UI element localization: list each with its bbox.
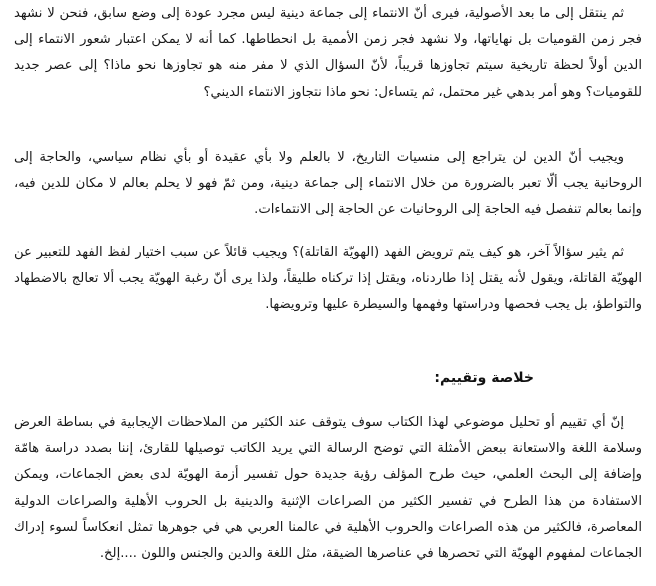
- document-page: [14, 0, 642, 586]
- section-heading-summary: خلاصة وتقييم:: [434, 370, 534, 386]
- paragraph-post-fundamentalism: ثم ينتقل إلى ما بعد الأصولية، فيرى أنّ الانتماء إلى جماعة دينية ليس مجرد عودة إلى وضع سابق، فنحن لا نشهد فجر زمن القوميات بل نهاياتها، ولا نشهد فجر زمن الأممية بل انحطاطها. كما أنه لا يمكن اعتبار شعور الانتماء إلى الدين أولاً لحظة تاريخية سيتم تجاوزها قريباً، لأنّ السؤال الذي لا مفر منه هو تجاوزها نحو ماذا؟ إلى عصر جديد للقوميات؟ وهو أمر بدهي غير محتمل، ثم يتساءل: نحو ماذا نتجاوز الانتماء الديني؟: [14, 6, 642, 100]
- paragraph-taming-the-panther: ثم يثير سؤالاً آخر، هو كيف يتم ترويض الفهد (الهويّة القاتلة)؟ ويجيب قائلاً عن سبب اختيار لفظ الفهد للتعبير عن الهويّة القاتلة، ويقول لأنه يقتل إذا طاردناه، ويقتل إذا تركناه طليقاً، ولذا يرى أنّ رغبة الهويّة يجب ألا تعالج بالاضطهاد والتواطؤ، بل يجب فحصها ودراستها وفهمها والسيطرة عليها وترويضها.: [14, 245, 642, 313]
- paragraph-conclusion: إنّ أي تقييم أو تحليل موضوعي لهذا الكتاب سوف يتوقف عند الكثير من الملاحظات الإيجابية في بساطة العرض وسلامة اللغة والاستعانة ببعض الأمثلة التي توضح الرسالة التي يريد الكاتب توصيلها للقارئ، إننا بصدد دراسة هامّة وإضافة إلى البحث العلمي، حيث طرح المؤلف رؤية جديدة حول تفسير أزمة الهويّة لدى بعض الجماعات، ويمكن الاستفادة من هذا الطرح في تفسير الكثير من الصراعات الإثنية والدينية بل الحروب الأهلية والصراعات الدولية المعاصرة، فالكثير من هذه الصراعات والحروب الأهلية في عالمنا العربي هي في جوهرها تمثل انعكاساً لسوء إدراك الجماعات لمفهوم الهويّة التي تحصرها في عناصرها الضيقة، مثل اللغة والدين والجنس واللون ....إلخ.: [14, 415, 642, 562]
- paragraph-religion-spirituality: ويجيب أنّ الدين لن يتراجع إلى منسيات التاريخ، لا بالعلم ولا بأي عقيدة أو بأي نظام سياسي، والحاجة إلى الروحانية يجب ألّا تعبر بالضرورة من خلال الانتماء إلى جماعة دينية، ومن ثمّ فهو لا يحلم بعالم لا مكان للدين فيه، وإنما بعالم تنفصل فيه الحاجة إلى الروحانيات عن الحاجة إلى الانتماءات.: [14, 150, 642, 218]
